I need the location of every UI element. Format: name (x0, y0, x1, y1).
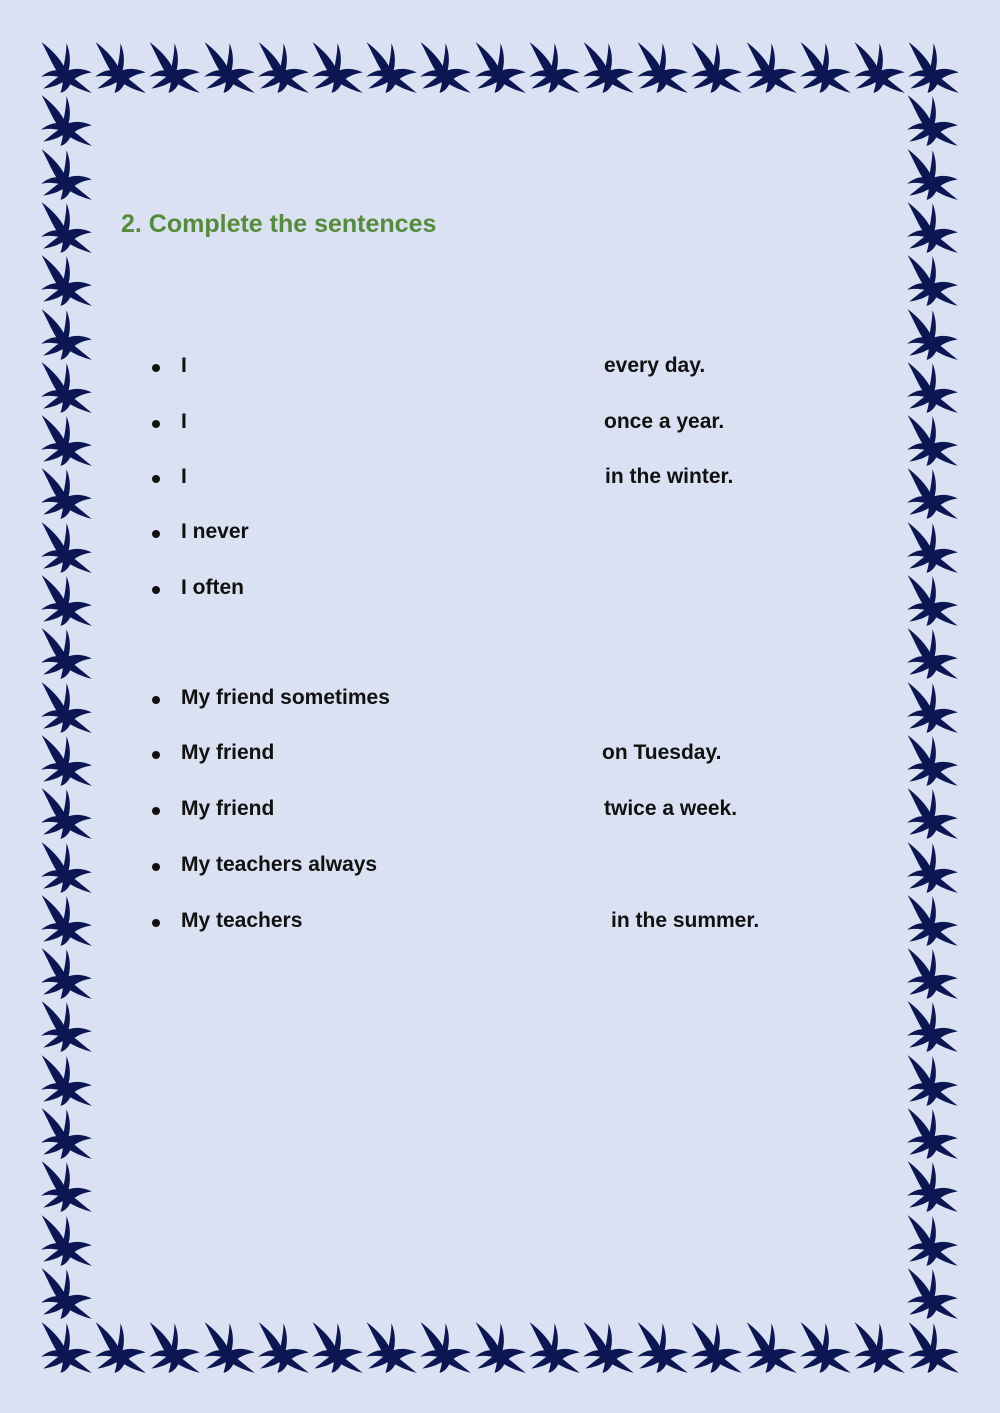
swallow-bird-icon (40, 40, 94, 94)
swallow-bird-icon (40, 1320, 94, 1374)
swallow-bird-icon (906, 1266, 960, 1320)
swallow-bird-icon (203, 1320, 257, 1374)
swallow-bird-icon (40, 680, 94, 734)
bullet-icon (152, 364, 160, 372)
swallow-bird-icon (311, 1320, 365, 1374)
swallow-bird-icon (40, 1266, 94, 1320)
swallow-bird-icon (906, 520, 960, 574)
swallow-bird-icon (40, 93, 94, 147)
swallow-bird-icon (94, 1320, 148, 1374)
swallow-bird-icon (906, 1053, 960, 1107)
swallow-bird-icon (40, 999, 94, 1053)
swallow-bird-icon (40, 840, 94, 894)
swallow-bird-icon (365, 40, 419, 94)
sentence-item (150, 408, 850, 438)
sentence-start: My teachers (181, 909, 303, 932)
swallow-bird-icon (148, 40, 202, 94)
swallow-bird-icon (906, 147, 960, 201)
swallow-bird-icon (419, 40, 473, 94)
swallow-bird-icon (906, 1106, 960, 1160)
swallow-bird-icon (906, 946, 960, 1000)
swallow-bird-icon (636, 1320, 690, 1374)
swallow-bird-icon (40, 1159, 94, 1213)
swallow-bird-icon (906, 680, 960, 734)
swallow-bird-icon (94, 40, 148, 94)
bullet-icon (152, 530, 160, 538)
swallow-bird-icon (906, 733, 960, 787)
swallow-bird-icon (582, 1320, 636, 1374)
sentence-item (150, 851, 850, 881)
sentence-start: I (181, 354, 187, 377)
swallow-bird-icon (40, 1106, 94, 1160)
sentence-item (150, 574, 850, 604)
bullet-icon (152, 586, 160, 594)
swallow-bird-icon (906, 413, 960, 467)
swallow-bird-icon (907, 40, 961, 94)
swallow-bird-icon (40, 200, 94, 254)
sentence-start: My friend sometimes (181, 686, 390, 709)
sentence-item (150, 684, 850, 714)
swallow-bird-icon (906, 307, 960, 361)
swallow-bird-icon (40, 147, 94, 201)
swallow-bird-icon (636, 40, 690, 94)
sentence-start: I (181, 410, 187, 433)
sentence-end: every day. (604, 354, 706, 377)
swallow-bird-icon (906, 466, 960, 520)
swallow-bird-icon (906, 1213, 960, 1267)
swallow-bird-icon (582, 40, 636, 94)
sentence-start: I never (181, 520, 249, 543)
swallow-bird-icon (257, 40, 311, 94)
bullet-icon (152, 751, 160, 759)
swallow-bird-icon (906, 786, 960, 840)
sentence-end: in the winter. (605, 465, 734, 488)
swallow-bird-icon (906, 253, 960, 307)
swallow-bird-icon (40, 626, 94, 680)
swallow-bird-icon (40, 307, 94, 361)
swallow-bird-icon (690, 1320, 744, 1374)
sentence-start: I (181, 465, 187, 488)
swallow-bird-icon (528, 40, 582, 94)
swallow-bird-icon (419, 1320, 473, 1374)
swallow-bird-icon (799, 1320, 853, 1374)
sentence-item (150, 739, 850, 769)
swallow-bird-icon (40, 413, 94, 467)
sentence-end: twice a week. (604, 797, 738, 820)
swallow-bird-icon (745, 1320, 799, 1374)
swallow-bird-icon (40, 253, 94, 307)
swallow-bird-icon (40, 520, 94, 574)
sentence-item (150, 518, 850, 548)
sentence-item (150, 352, 850, 382)
swallow-bird-icon (40, 1053, 94, 1107)
swallow-bird-icon (799, 40, 853, 94)
swallow-bird-icon (474, 1320, 528, 1374)
swallow-bird-icon (40, 1213, 94, 1267)
sentence-end: once a year. (604, 410, 725, 433)
swallow-bird-icon (853, 1320, 907, 1374)
sentence-start: My friend (181, 797, 275, 820)
swallow-bird-icon (906, 200, 960, 254)
swallow-bird-icon (853, 40, 907, 94)
swallow-bird-icon (40, 733, 94, 787)
swallow-bird-icon (906, 999, 960, 1053)
sentence-start: My friend (181, 741, 275, 764)
swallow-bird-icon (528, 1320, 582, 1374)
swallow-bird-icon (474, 40, 528, 94)
swallow-bird-icon (906, 93, 960, 147)
swallow-bird-icon (40, 946, 94, 1000)
sentence-item (150, 795, 850, 825)
swallow-bird-icon (365, 1320, 419, 1374)
swallow-bird-icon (203, 40, 257, 94)
sentence-item (150, 907, 850, 937)
swallow-bird-icon (40, 466, 94, 520)
swallow-bird-icon (40, 360, 94, 414)
swallow-bird-icon (906, 840, 960, 894)
swallow-bird-icon (40, 786, 94, 840)
swallow-bird-icon (906, 1159, 960, 1213)
swallow-bird-icon (40, 893, 94, 947)
swallow-bird-icon (907, 1320, 961, 1374)
sentence-start: My teachers always (181, 853, 378, 876)
sentence-end: on Tuesday. (602, 741, 722, 764)
sentence-item (150, 463, 850, 493)
swallow-bird-icon (906, 360, 960, 414)
bullet-icon (152, 475, 160, 483)
bullet-icon (152, 807, 160, 815)
swallow-bird-icon (311, 40, 365, 94)
sentence-start: I often (181, 576, 244, 599)
swallow-bird-icon (40, 573, 94, 627)
swallow-bird-icon (906, 573, 960, 627)
swallow-bird-icon (906, 893, 960, 947)
bullet-icon (152, 919, 160, 927)
swallow-bird-icon (745, 40, 799, 94)
swallow-bird-icon (906, 626, 960, 680)
swallow-bird-icon (257, 1320, 311, 1374)
bullet-icon (152, 863, 160, 871)
sentence-end: in the summer. (611, 909, 760, 932)
swallow-bird-icon (690, 40, 744, 94)
bullet-icon (152, 420, 160, 428)
swallow-bird-icon (148, 1320, 202, 1374)
bullet-icon (152, 696, 160, 704)
worksheet-title: 2. Complete the sentences (121, 210, 437, 238)
